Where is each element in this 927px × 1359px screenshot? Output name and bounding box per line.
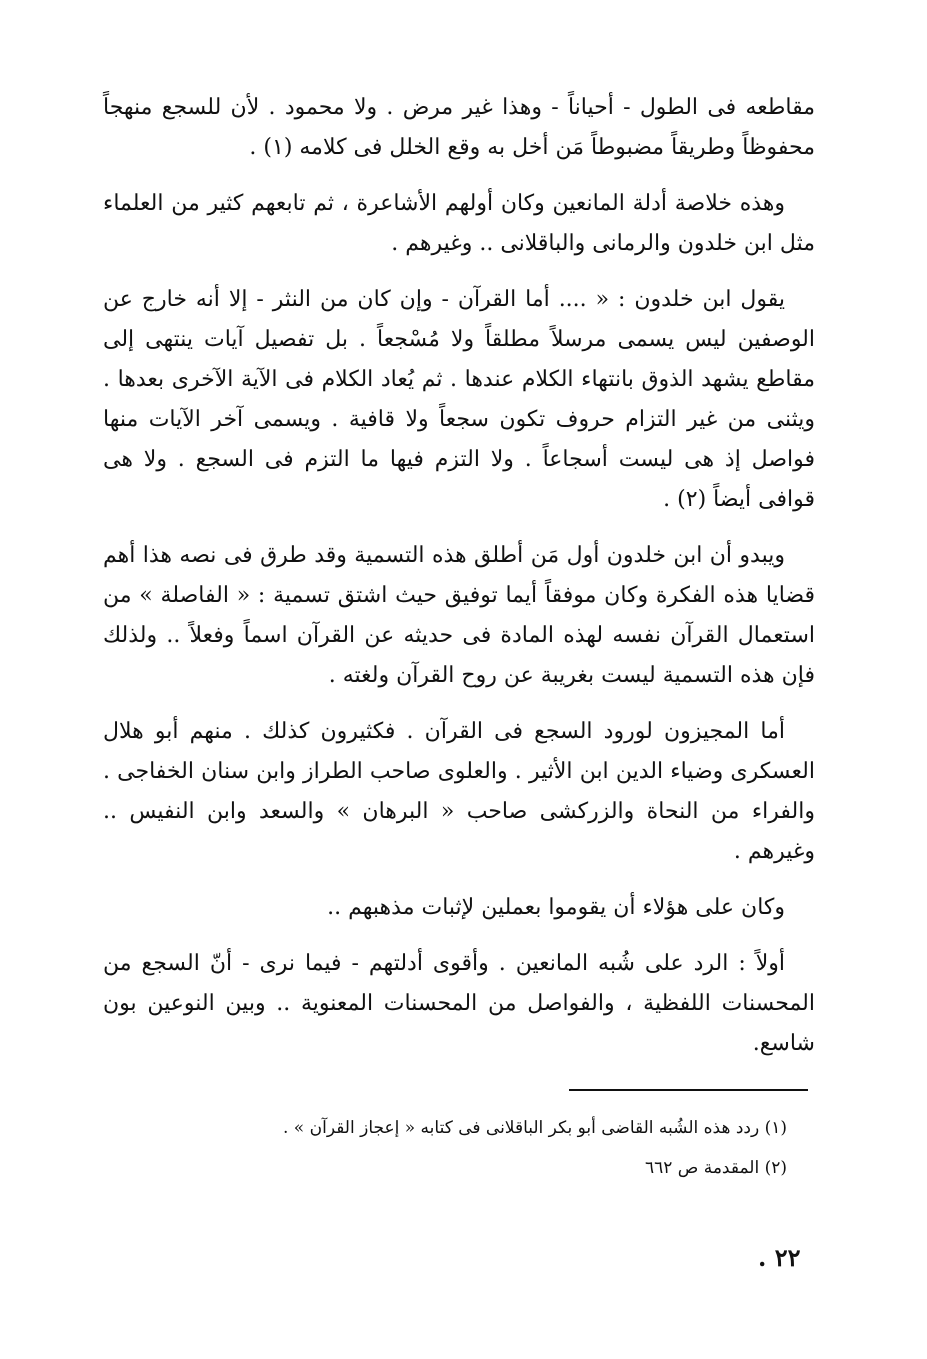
paragraph-first-task: أولاً : الرد على شُبه المانعين . وأقوى أدلتهم - فيما نرى - أنّ السجع من المحسنات اللفظية ، والفواصل من المحسنات المعنوية .. وبين النوعين بون شاسع. [103, 951, 815, 1056]
footnote-divider [569, 1089, 808, 1091]
paragraph-supporters: أما المجيزون لورود السجع فى القرآن . فكثيرون كذلك . منهم أبو هلال العسكرى وضياء الدين ابن الأثير . والعلوى صاحب الطراز وابن سنان الخفاجى . والفراء من النحاة والزركشى صاحب « البرهان » والسعد وابن النفيس .. وغيرهم . [103, 719, 815, 864]
paragraph-ibn-khaldun-quote: يقول ابن خلدون : « .... أما القرآن - وإن كان من النثر - إلا أنه خارج عن الوصفين ليس يسمى مرسلاً مطلقاً ولا مُسْجعاً . بل تفصيل آيات ينتهى إلى مقاطع يشهد الذوق بانتهاء الكلام عندها . ثم يُعاد الكلام فى الآية الآخرى بعدها . ويثنى من غير التزام حروف تكون سجعاً ولا قافية . ويسمى آخر الآيات منها فواصل إذ هى ليست أسجاعاً . ولا التزم فيها ما التزم فى السجع . ولا هى قوافى أيضاً (٢) . [103, 287, 815, 512]
paragraph-fasila-naming: ويبدو أن ابن خلدون أول مَن أطلق هذه التسمية وقد طرق فى نصه هذا أهم قضايا هذه الفكرة وكان موفقاً أيما توفيق حيث اشتق تسمية : « الفاصلة » من استعمال القرآن نفسه لهذه المادة فى حديثه عن القرآن اسماً وفعلاً .. ولذلك فإن هذه التسمية ليست بغريبة عن روح القرآن ولغته . [103, 543, 815, 688]
footnote-2: (٢) المقدمة ص ٦٦٢ [644, 1158, 787, 1178]
footnotes [147, 1112, 787, 1192]
page-number: ٢٢ . [758, 1243, 801, 1272]
footnote-1: (١) ردد هذه الشُبه القاضى أبو بكر الباقلانى فى كتابه « إعجاز القرآن » . [283, 1118, 787, 1138]
paragraph-sajj-method: مقاطعه فى الطول - أحياناً - وهذا غير مرض . ولا محمود . لأن للسجع منهجاً محفوظاً وطريقاً مضبوطاً مَن أخل به وقع الخلل فى كلامه (١) . [103, 95, 815, 160]
paragraph-opponents-summary: وهذه خلاصة أدلة المانعين وكان أولهم الأشاعرة ، ثم تابعهم كثير من العلماء مثل ابن خلدون والرمانى والباقلانى .. وغيرهم . [103, 191, 815, 256]
paragraph-two-tasks: وكان على هؤلاء أن يقوموا بعملين لإثبات مذهبهم .. [327, 895, 785, 920]
main-text [103, 88, 815, 1080]
